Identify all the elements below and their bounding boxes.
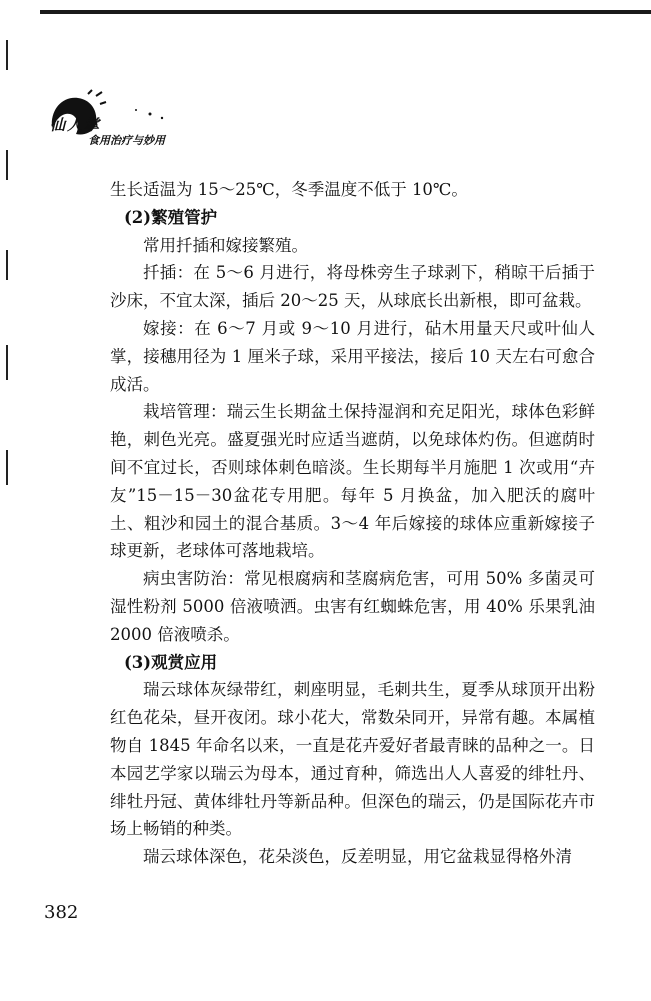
margin-mark: [6, 345, 8, 380]
section-heading: (3)观赏应用: [124, 652, 218, 672]
body-text: [110, 176, 595, 871]
paragraph: 扦插：在 5～6 月进行，将母株旁生子球剥下，稍晾干后插于沙床，不宜太深，插后 20～25 天，从球底长出新根，即可盆栽。: [110, 263, 595, 311]
paragraph: 瑞云球体深色，花朵淡色，反差明显，用它盆栽显得格外清: [143, 847, 572, 867]
margin-mark: [6, 40, 8, 70]
paragraph: 常用扦插和嫁接繁殖。: [143, 235, 308, 255]
margin-mark: [6, 250, 8, 280]
book-subtitle: 食用治疗与妙用: [88, 134, 165, 147]
section-heading: (2)繁殖管护: [124, 207, 218, 227]
paragraph: 生长适温为 15～25℃，冬季温度不低于 10℃。: [110, 180, 468, 199]
paragraph: 瑞云球体灰绿带红，刺座明显，毛刺共生，夏季从球顶开出粉红色花朵，昼开夜闭。球小花大，常数朵同开，异常有趣。本属植物自 1845 年命名以来，一直是花卉爱好者最青睐的品种之一。日本园艺学家以瑞云为母本，通过育种，筛选出人人喜爱的绯牡丹、绯牡丹冠、黄体绯牡丹等新品种。但深色的瑞云，仍是国际花卉市场上畅销的种类。: [110, 680, 595, 839]
paragraph: 病虫害防治：常见根腐病和茎腐病危害，可用 50% 多菌灵可湿性粉剂 5000 倍液喷洒。虫害有红蜘蛛危害，用 40% 乐果乳油 2000 倍液喷杀。: [110, 569, 595, 644]
paragraph: 嫁接：在 6～7 月或 9～10 月进行，砧木用量天尺或叶仙人掌，接穗用径为 1 厘米子球，采用平接法，接后 10 天左右可愈合成活。: [110, 318, 595, 394]
top-rule: [40, 10, 651, 14]
page-number: 382: [44, 902, 79, 923]
margin-mark: [6, 450, 8, 485]
book-title: 仙人掌: [50, 116, 102, 134]
margin-mark: [6, 150, 8, 180]
paragraph: 栽培管理：瑞云生长期盆土保持湿润和充足阳光，球体色彩鲜艳，刺色光亮。盛夏强光时应适当遮荫，以免球体灼伤。但遮荫时间不宜过长，否则球体刺色暗淡。生长期每半月施肥 1 次或用“卉友”15－15－30盆花专用肥。每年 5 月换盆，加入肥沃的腐叶土、粗沙和园土的混合基质。3～4 年后嫁接的球体应重新嫁接子球更新，老球体可落地栽培。: [110, 402, 595, 561]
